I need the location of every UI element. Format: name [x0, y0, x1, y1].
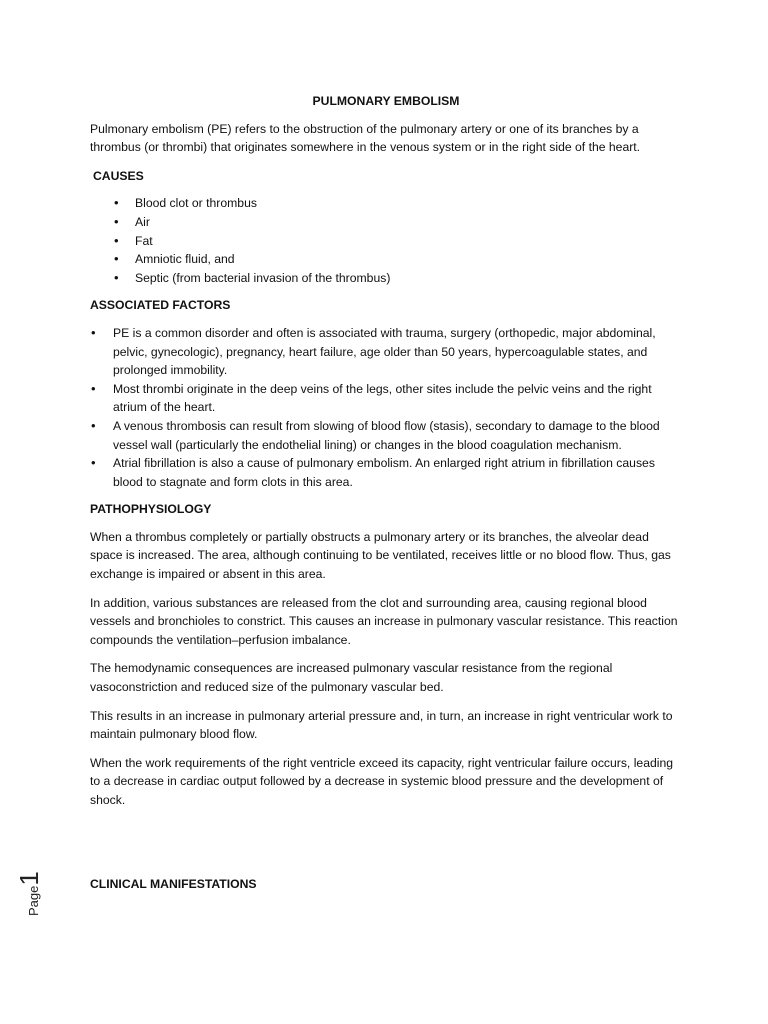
document-body — [90, 92, 682, 902]
page-number: 1 — [14, 871, 44, 886]
causes-heading: CAUSES — [93, 168, 144, 183]
list-item: • PE is a common disorder and often is associated with trauma, surgery (orthopedic, major abdominal, pelvic, gynecologic), pregnancy, heart failure, age older than 50 years, hypercoagulable states, and prolonged immobility. — [113, 324, 682, 380]
list-item: • Amniotic fluid, and — [135, 250, 682, 269]
clinical-manifestations-heading: CLINICAL MANIFESTATIONS — [90, 876, 257, 891]
list-item: • Septic (from bacterial invasion of the thrombus) — [135, 269, 682, 288]
list-item: • Fat — [135, 232, 682, 251]
pathophysiology-paragraph: When the work requirements of the right ventricle exceed its capacity, right ventricular failure occurs, leading to a decrease in cardiac output followed by a decrease in systemic blood pressure and the development of shock. — [90, 755, 674, 807]
list-item: • Blood clot or thrombus — [135, 194, 682, 213]
list-item: • Atrial fibrillation is also a cause of pulmonary embolism. An enlarged right atrium in fibrillation causes blood to stagnate and form clots in this area. — [113, 454, 682, 491]
document-title: PULMONARY EMBOLISM — [312, 94, 460, 108]
page-word: Page — [26, 885, 41, 916]
page-number-label — [14, 862, 70, 916]
page-gap — [90, 820, 682, 875]
pathophysiology-paragraph: When a thrombus completely or partially obstructs a pulmonary artery or its branches, the alveolar dead space is increased. The area, although continuing to be ventilated, receives little or no blood flow. Thus, gas exchange is impaired or absent in this area. — [90, 529, 671, 582]
pathophysiology-paragraph: In addition, various substances are released from the clot and surrounding area, causing regional blood vessels and bronchioles to constrict. This causes an increase in pulmonary vascular resistance. This reaction compounds the ventilation–perfusion imbalance. — [90, 595, 678, 647]
pathophysiology-paragraph: This results in an increase in pulmonary arterial pressure and, in turn, an increase in right ventricular work to maintain pulmonary blood flow. — [90, 708, 673, 742]
intro-paragraph: Pulmonary embolism (PE) refers to the obstruction of the pulmonary artery or one of its branches by a thrombus (or thrombi) that originates somewhere in the venous system or in the right side of the heart. — [90, 121, 641, 155]
associated-factors-heading: ASSOCIATED FACTORS — [90, 298, 231, 313]
pathophysiology-paragraph: The hemodynamic consequences are increased pulmonary vascular resistance from the regional vasoconstriction and reduced size of the pulmonary vascular bed. — [90, 661, 613, 695]
causes-list — [90, 194, 682, 287]
list-item: • Most thrombi originate in the deep veins of the legs, other sites include the pelvic veins and the right atrium of the heart. — [113, 380, 682, 417]
list-item: • A venous thrombosis can result from slowing of blood flow (stasis), secondary to damage to the blood vessel wall (particularly the endothelial lining) or changes in the blood coagulation mechanism. — [113, 417, 682, 454]
list-item: • Air — [135, 213, 682, 232]
pathophysiology-heading: PATHOPHYSIOLOGY — [90, 502, 212, 517]
associated-factors-list — [90, 324, 682, 491]
